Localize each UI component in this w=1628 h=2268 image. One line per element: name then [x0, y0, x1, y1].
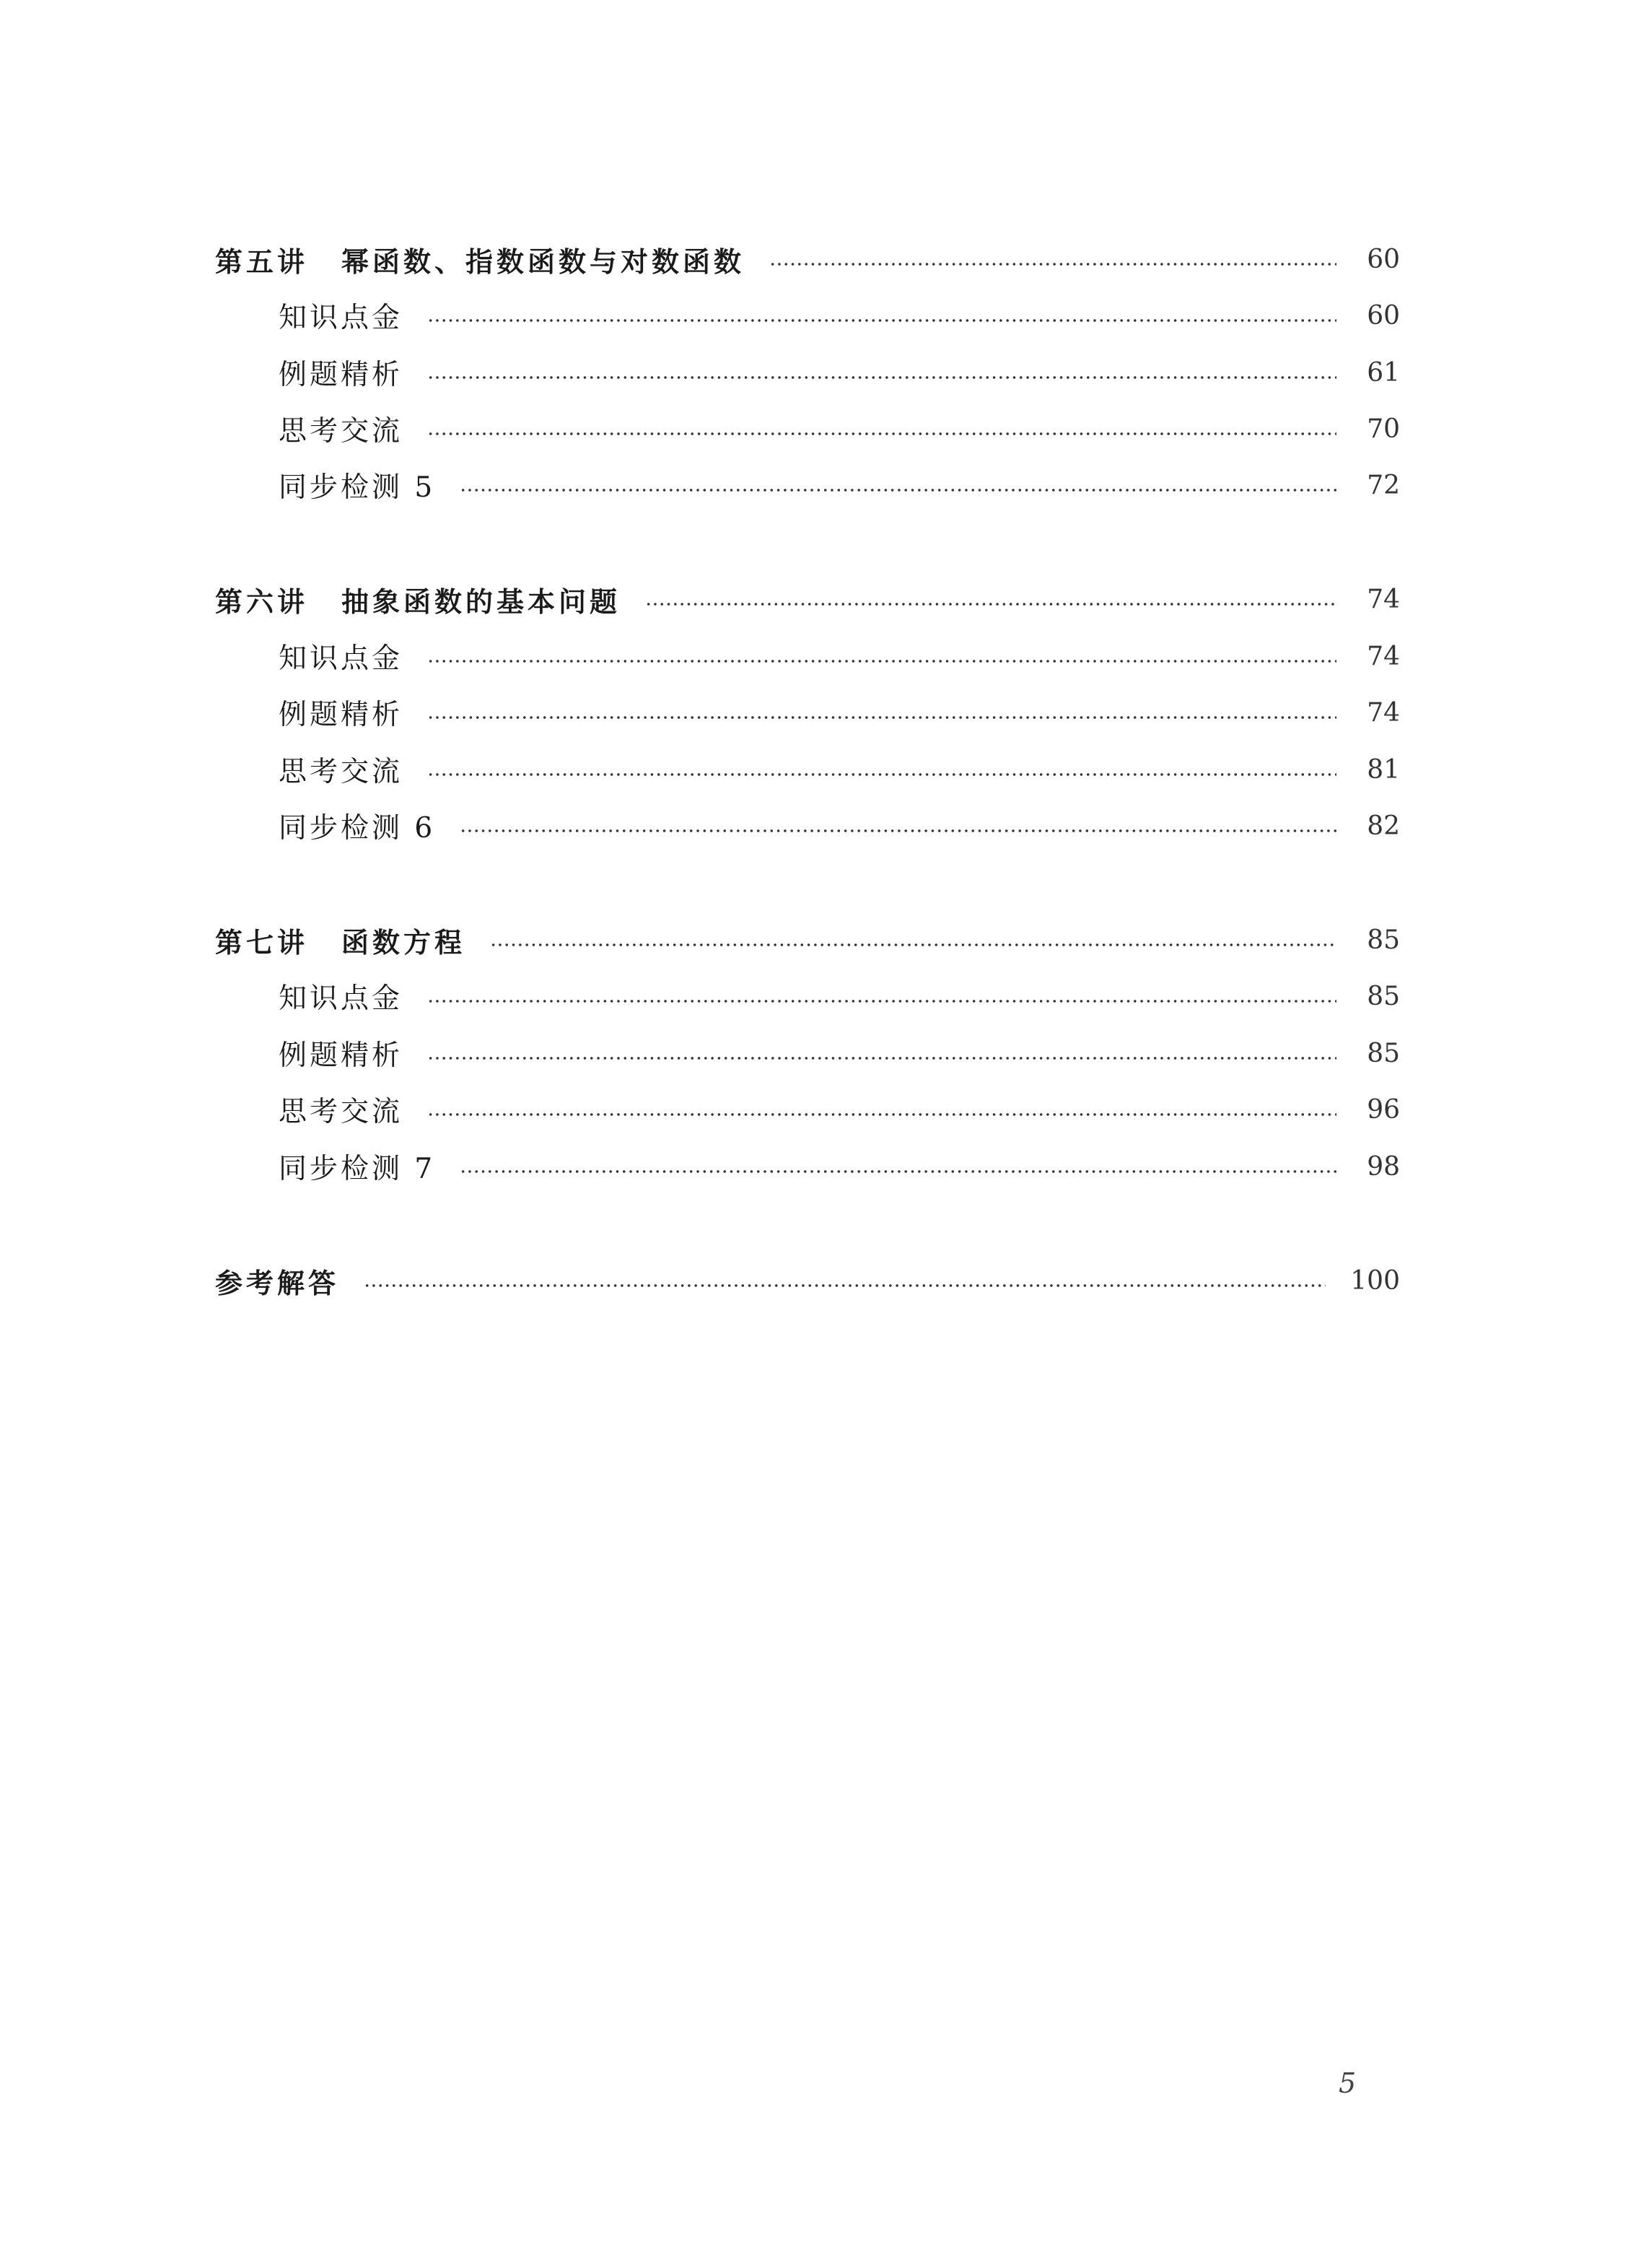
toc-entry-item[interactable]: [279, 744, 1400, 795]
dot-leader: [427, 773, 1336, 776]
lecture-number: 第七讲: [215, 926, 309, 959]
page-folio: 5: [1339, 2067, 1357, 2099]
dot-leader: [427, 376, 1336, 379]
page-number: 81: [1367, 754, 1400, 785]
dot-leader: [427, 319, 1336, 322]
page-number: 70: [1367, 414, 1400, 444]
lecture-title: 函数方程: [341, 926, 466, 959]
dot-leader: [460, 829, 1336, 832]
page-number: 60: [1367, 244, 1400, 274]
page-number: 82: [1367, 811, 1400, 841]
dot-leader: [427, 1113, 1336, 1116]
page-number: 85: [1367, 1038, 1400, 1068]
toc-entry-item[interactable]: [279, 631, 1400, 681]
item-label: 同步检测 7: [279, 1153, 436, 1185]
toc-entry-lecture-5[interactable]: [215, 234, 1400, 284]
toc-entry-answers[interactable]: [215, 1255, 1400, 1306]
lecture-number: 第六讲: [215, 585, 309, 618]
dot-leader: [460, 1170, 1336, 1173]
toc-entry-item[interactable]: [279, 1084, 1400, 1135]
item-label: 思考交流: [279, 756, 403, 788]
toc-entry-item[interactable]: [279, 1141, 1400, 1192]
page-number: 100: [1350, 1265, 1400, 1296]
page-number: 85: [1367, 925, 1400, 955]
dot-leader: [490, 943, 1336, 946]
item-label: 同步检测 5: [279, 471, 436, 504]
item-label: 同步检测 6: [279, 812, 436, 845]
toc-entry-item[interactable]: [279, 1028, 1400, 1078]
item-label: 知识点金: [279, 302, 403, 334]
toc-entry-item[interactable]: [279, 460, 1400, 510]
toc-entry-item[interactable]: [279, 347, 1400, 398]
item-label: 思考交流: [279, 415, 403, 448]
item-label: 知识点金: [279, 642, 403, 675]
answers-title: 参考解答: [215, 1267, 340, 1299]
toc-entry-lecture-7[interactable]: [215, 915, 1400, 965]
item-label: 例题精析: [279, 1039, 403, 1072]
toc-entry-item[interactable]: [279, 290, 1400, 341]
page-number: 96: [1367, 1094, 1400, 1125]
dot-leader: [427, 432, 1336, 435]
item-label: 思考交流: [279, 1096, 403, 1128]
dot-leader: [427, 1057, 1336, 1060]
item-label: 例题精析: [279, 699, 403, 731]
item-label: 例题精析: [279, 359, 403, 391]
dot-leader: [460, 489, 1336, 492]
page-number: 74: [1367, 697, 1400, 728]
page-number: 98: [1367, 1151, 1400, 1182]
dot-leader: [645, 603, 1336, 606]
page-number: 85: [1367, 981, 1400, 1011]
dot-leader: [427, 660, 1336, 663]
toc-entry-item[interactable]: [279, 404, 1400, 454]
page-number: 72: [1367, 470, 1400, 500]
item-label: 知识点金: [279, 982, 403, 1015]
toc-entry-item[interactable]: [279, 971, 1400, 1021]
dot-leader: [769, 263, 1336, 266]
dot-leader: [427, 716, 1336, 719]
toc-entry-lecture-6[interactable]: [215, 574, 1400, 624]
page-number: 74: [1367, 584, 1400, 614]
page-number: 74: [1367, 641, 1400, 671]
dot-leader: [427, 1000, 1336, 1003]
page-number: 60: [1367, 300, 1400, 331]
page-number: 61: [1367, 357, 1400, 388]
toc-entry-item[interactable]: [279, 801, 1400, 851]
lecture-title: 幂函数、指数函数与对数函数: [341, 245, 745, 278]
lecture-title: 抽象函数的基本问题: [341, 585, 621, 618]
lecture-number: 第五讲: [215, 245, 309, 278]
dot-leader: [364, 1284, 1326, 1287]
toc-entry-item[interactable]: [279, 687, 1400, 738]
